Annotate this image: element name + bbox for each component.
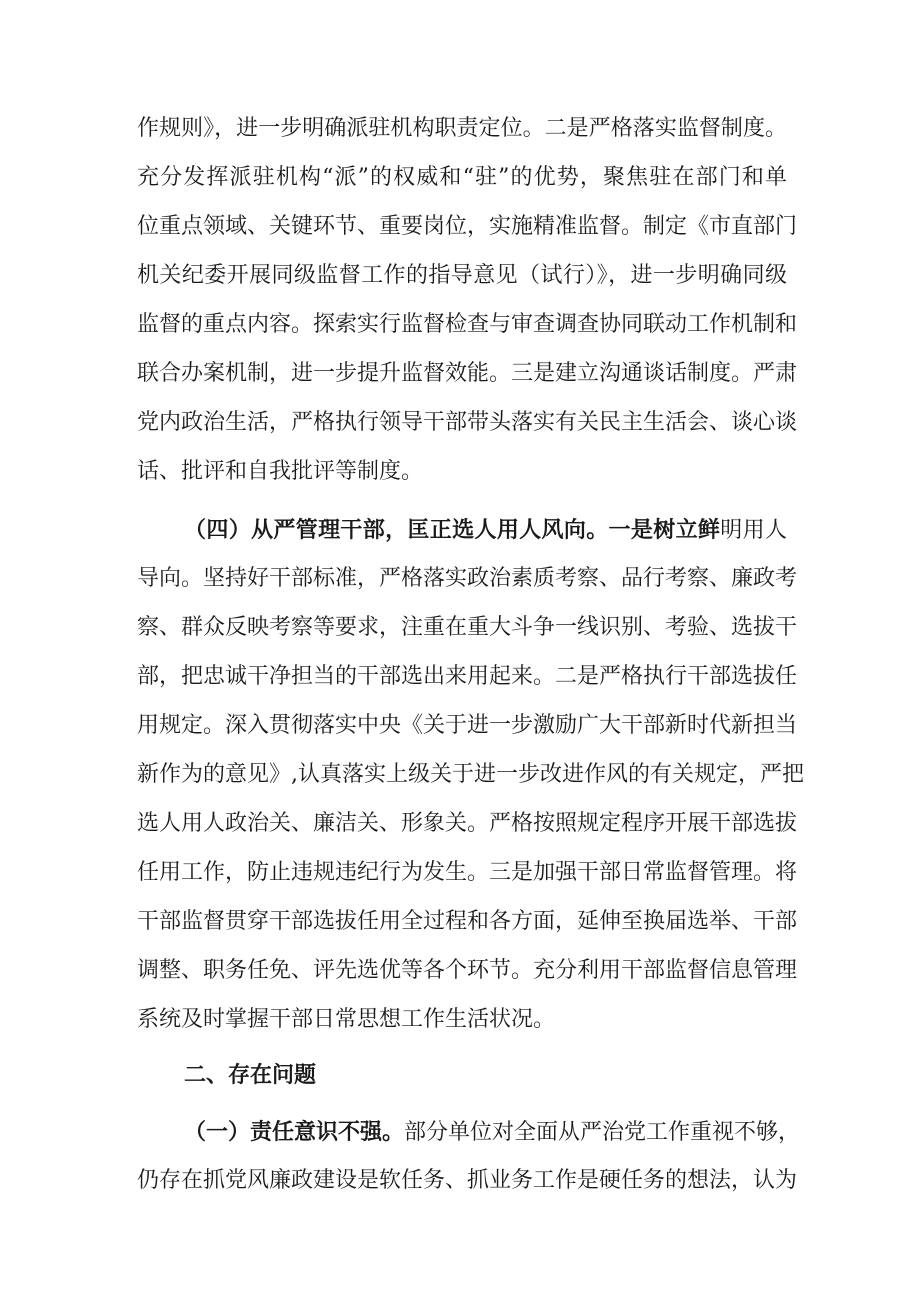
paragraph-2-line-7: 选人用人政治关、廉洁关、形象关。严格按照规定程序开展干部选拔 [137, 811, 798, 836]
paragraph-2-line-5: 用规定。深入贯彻落实中央《关于进一步激励广大干部新时代新担当 [137, 713, 798, 738]
paragraph-2-line-3: 察、群众反映考察等要求，注重在重大斗争一线识别、考验、选拔干 [137, 615, 798, 640]
paragraph-2-line-10: 调整、职务任免、评先选优等各个环节。充分利用干部监督信息管理 [137, 958, 798, 983]
section-heading: 二、存在问题 [184, 1062, 317, 1088]
paragraph-3-line-2: 仍存在抓党风廉政建设是软任务、抓业务工作是硬任务的想法，认为 [137, 1168, 798, 1193]
paragraph-1-line-6: 联合办案机制，进一步提升监督效能。三是建立沟通谈话制度。严肃 [137, 361, 798, 386]
paragraph-3-lead: （一）责任意识不强。 [184, 1119, 405, 1145]
paragraph-1-line-4: 机关纪委开展同级监督工作的指导意见（试行）》，进一步明确同级 [137, 263, 787, 288]
paragraph-2-line-11: 系统及时掌握干部日常思想工作生活状况。 [137, 1007, 556, 1032]
paragraph-2-line-2: 导向。坚持好干部标准，严格落实政治素质考察、品行考察、廉政考 [137, 566, 798, 591]
paragraph-1-line-2: 充分发挥派驻机构“派”的权威和“驻”的优势，聚焦驻在部门和单 [137, 165, 787, 190]
paragraph-2-lead: （四）从严管理干部，匡正选人用人风向。一是树立鲜 [184, 517, 721, 543]
paragraph-2-line-1 [184, 515, 787, 546]
paragraph-2-line-6: 新作为的意见》,认真落实上级关于进一步改进作风的有关规定，严把 [137, 762, 804, 787]
paragraph-2-line-9: 干部监督贯穿干部选拔任用全过程和各方面，延伸至换届选举、干部 [137, 909, 798, 934]
paragraph-1-line-3: 位重点领域、关键环节、重要岗位，实施精准监督。制定《市直部门 [137, 214, 798, 239]
paragraph-3-lead-rest: 部分单位对全面从严治党工作重视不够， [404, 1120, 801, 1145]
paragraph-1-line-8: 话、批评和自我批评等制度。 [137, 459, 424, 484]
paragraph-3-line-1 [184, 1117, 801, 1148]
paragraph-2-lead-rest: 明用人 [720, 518, 787, 543]
paragraph-1-line-1: 作规则》，进一步明确派驻机构职责定位。二是严格落实监督制度。 [137, 116, 787, 141]
paragraph-1-line-5: 监督的重点内容。探索实行监督检查与审查调查协同联动工作机制和 [137, 312, 798, 337]
paragraph-2-line-8: 任用工作，防止违规违纪行为发生。三是加强干部日常监督管理。将 [137, 860, 798, 885]
paragraph-2-line-4: 部，把忠诚干净担当的干部选出来用起来。二是严格执行干部选拔任 [137, 664, 798, 689]
paragraph-1-line-7: 党内政治生活，严格执行领导干部带头落实有关民主生活会、谈心谈 [137, 410, 798, 435]
